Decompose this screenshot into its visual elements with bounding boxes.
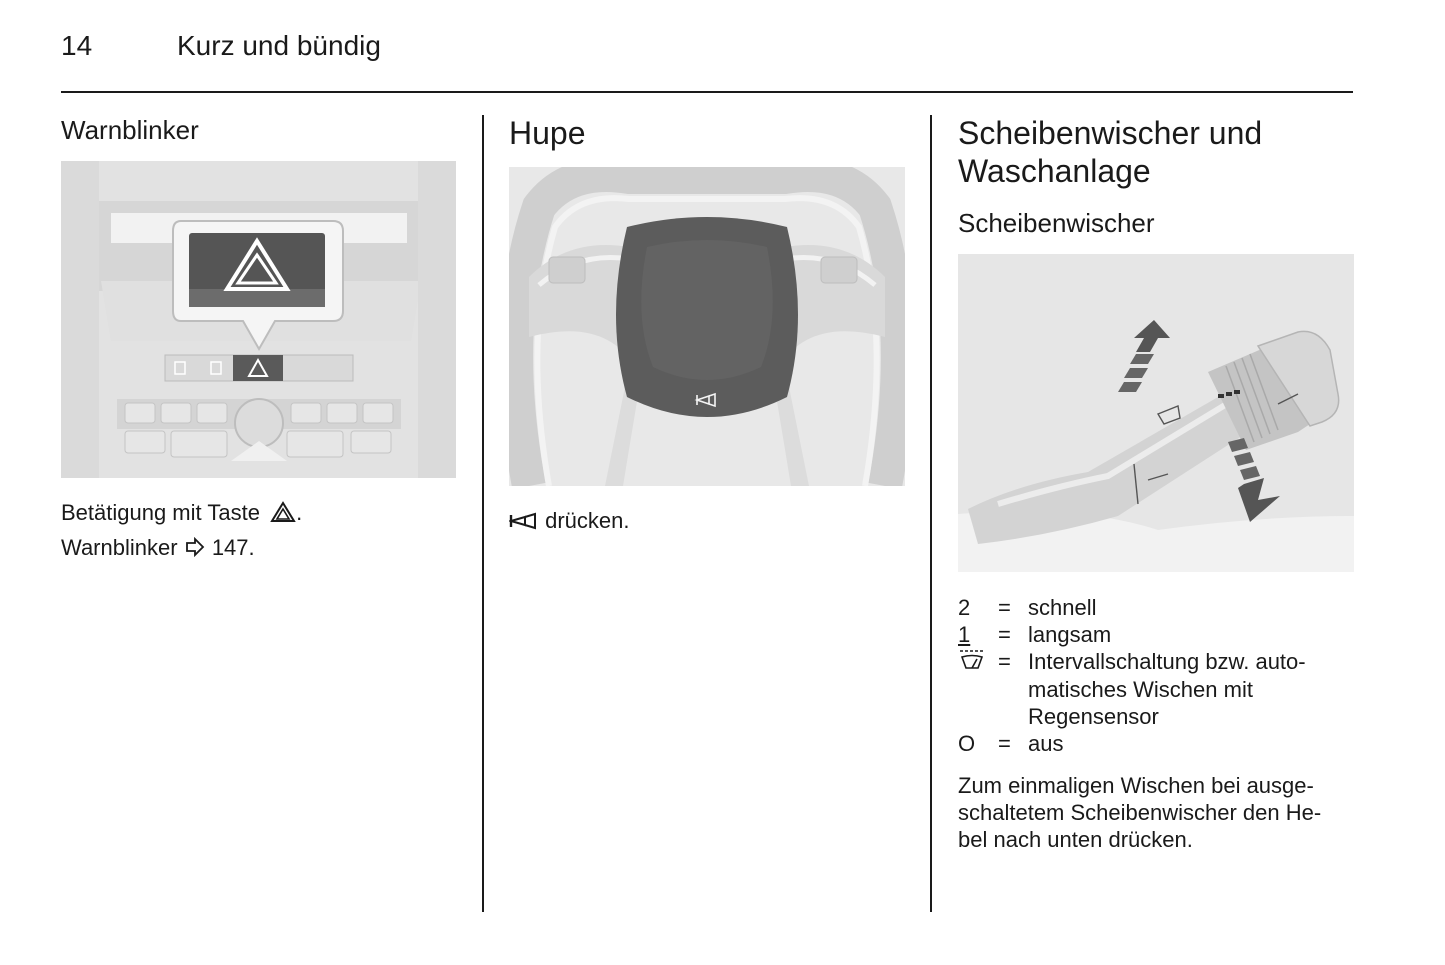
warnblinker-instruction: Betätigung mit Taste [61, 500, 260, 525]
legend-equals-empty [998, 703, 1028, 730]
legend-symbol-1: 1 [958, 622, 971, 647]
warnblinker-line-1-end: . [296, 500, 303, 525]
legend-row-fast [958, 594, 1358, 621]
legend-desc-interval-3: Regensensor [1028, 704, 1159, 729]
hupe-text [509, 503, 909, 538]
hazard-switch-illustration [61, 161, 456, 478]
legend-row-interval-cont-1 [958, 676, 1358, 703]
column-divider-left [482, 115, 484, 912]
legend-row-interval [958, 648, 1358, 676]
legend-symbol-empty [958, 676, 998, 703]
paragraph-line: Zum einmaligen Wischen bei ausge- [958, 773, 1314, 798]
legend-desc-interval-1: Intervallschaltung bzw. auto- [1028, 649, 1306, 674]
legend-desc-langsam: langsam [1028, 622, 1112, 647]
column-divider-right [930, 115, 932, 912]
warnblinker-line-1 [61, 495, 471, 530]
legend-equals: = [998, 649, 1011, 674]
legend-row-off [958, 730, 1358, 757]
legend-symbol-off: O [958, 731, 976, 756]
section-heading-warnblinker: Warnblinker [61, 115, 199, 145]
warnblinker-text [61, 495, 471, 565]
section-heading-wiper-line-2: Waschanlage [958, 152, 1151, 189]
wiper-lever-illustration [958, 254, 1354, 572]
chapter-title: Kurz und bündig [177, 30, 381, 61]
page-number: 14 [61, 30, 93, 61]
legend-symbol-2: 2 [958, 595, 971, 620]
column-scheibenwischer [958, 115, 1358, 239]
reference-arrow-icon [184, 537, 206, 557]
paragraph-line: schaltetem Scheibenwischer den He- [958, 800, 1322, 825]
legend-desc-interval-2: matisches Wischen mit [1028, 677, 1253, 702]
warnblinker-page-ref[interactable]: 147. [211, 535, 255, 560]
hupe-instruction: drücken. [545, 508, 630, 533]
column-warnblinker [61, 115, 461, 146]
section-heading-hupe: Hupe [509, 115, 586, 151]
legend-symbol-empty [958, 703, 998, 730]
warnblinker-line-2 [61, 530, 471, 565]
horn-icon [509, 511, 539, 531]
steering-wheel-illustration [509, 167, 905, 486]
interval-wipe-icon [958, 648, 998, 676]
column-hupe [509, 115, 909, 153]
legend-equals: = [998, 622, 1011, 647]
hazard-warning-triangle-icon [270, 501, 296, 523]
paragraph-line: bel nach unten drücken. [958, 827, 1193, 852]
legend-desc-schnell: schnell [1028, 595, 1097, 620]
subheading-scheibenwischer: Scheibenwischer [958, 207, 1155, 238]
wiper-paragraph [958, 772, 1358, 853]
legend-row-interval-cont-2 [958, 703, 1358, 730]
legend-equals-empty [998, 676, 1028, 703]
legend-equals: = [998, 731, 1011, 756]
legend-desc-aus: aus [1028, 731, 1064, 756]
legend-equals: = [998, 595, 1011, 620]
legend-row-slow [958, 621, 1358, 648]
warnblinker-reference-label: Warnblinker [61, 535, 178, 560]
wiper-legend [958, 594, 1358, 757]
section-heading-wiper-line-1: Scheibenwischer und [958, 115, 1263, 151]
header-rule [61, 91, 1353, 93]
